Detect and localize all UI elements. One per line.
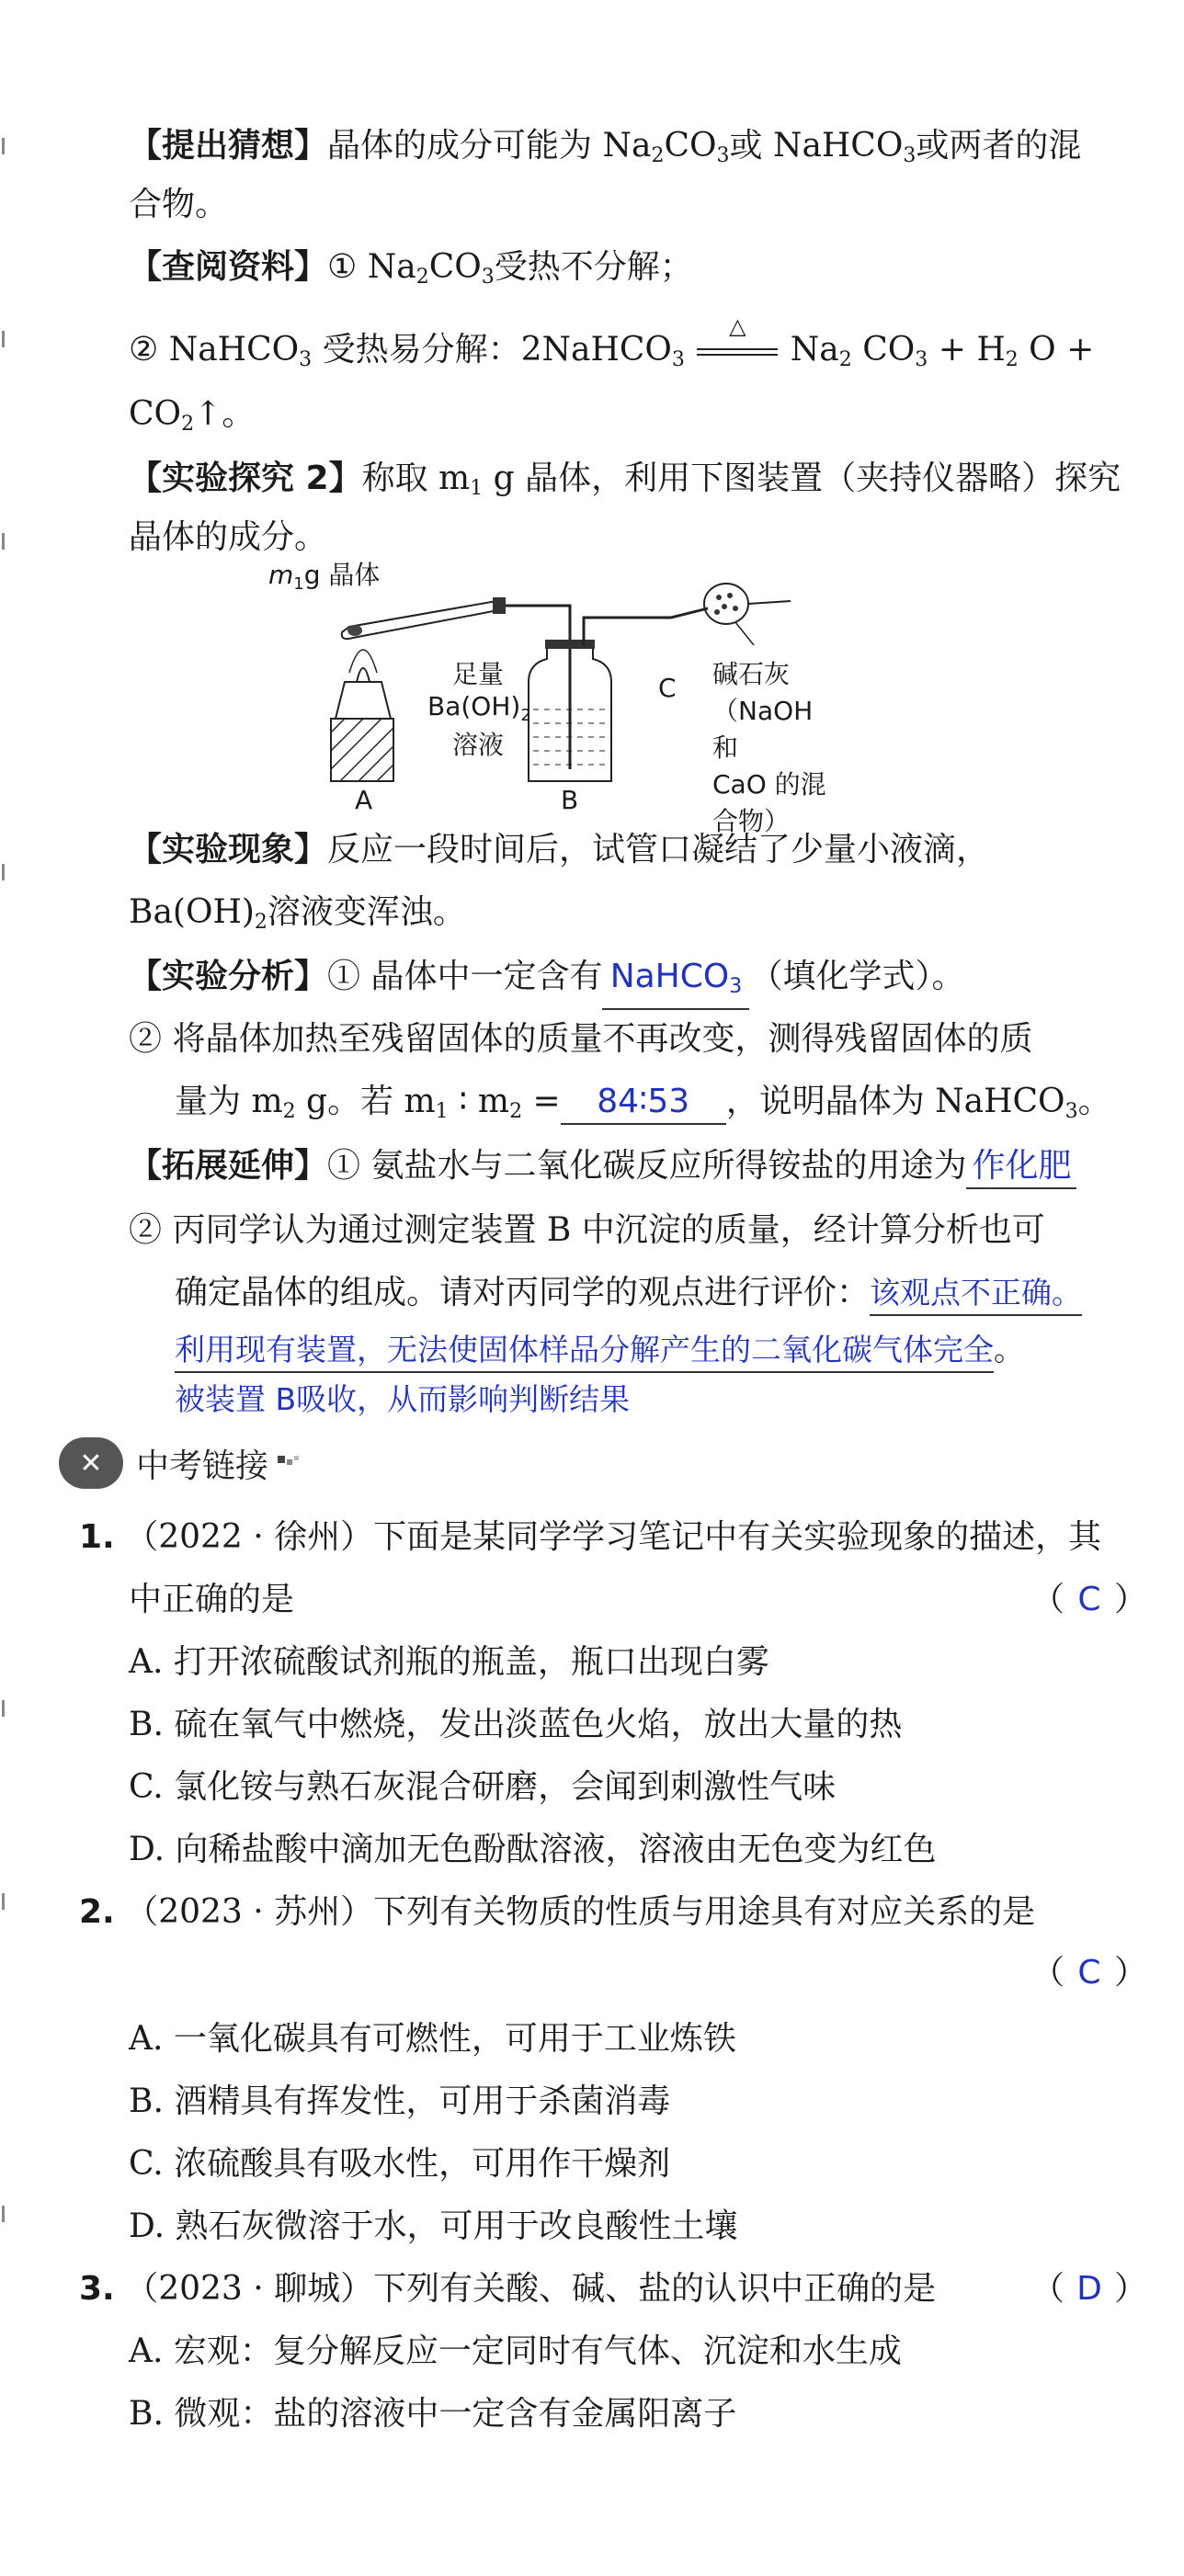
subscript: 2 [520,706,531,725]
subscript: 2 [254,911,268,934]
q1-stem-1 [79,1516,1101,1559]
explore-line-2 [129,516,327,559]
margin-mark [2,138,14,154]
hypothesis-tag: 【提出猜想】 [129,127,328,165]
text: ① 氨盐水与二氧化碳反应所得铵盐的用途为 [327,1147,967,1185]
text: ，说明晶体为 NaHCO [725,1083,1065,1120]
subscript: 3 [299,348,313,371]
analysis-line-3 [175,1081,1111,1133]
text: 或 NaHCO [729,127,904,165]
text: ↑。 [194,395,256,433]
extension-line-5 [175,1379,630,1421]
label-c: C [658,673,677,703]
text: （2023 · 苏州）下列有关物质的性质与用途具有对应关系的是 [125,1893,1036,1931]
text: ② 丙同学认为通过测定装置 B 中沉淀的质量，经计算分析也可 [129,1211,1045,1249]
text: CO [664,127,717,165]
text: 晶体的成分。 [129,518,328,556]
text: Ba(OH) [427,691,521,721]
text: 。 [994,1332,1024,1367]
subscript: 3 [915,348,928,371]
phenomenon-tag: 【实验现象】 [129,831,328,868]
answer-blank-formula[interactable] [602,956,749,1010]
text: 确定晶体的组成。请对丙同学的观点进行评价： [175,1274,871,1311]
analysis-tag: 【实验分析】 [129,958,328,995]
q3-option-b [129,2393,736,2435]
answer-blank-ratio[interactable]: 84∶53 [561,1081,726,1125]
reference-line-2 [129,313,1095,381]
text: D. 熟石灰微溶于水，可用于改良酸性土壤 [129,2207,738,2245]
text: A. 一氧化碳具有可燃性，可用于工业炼铁 [129,2020,736,2058]
text: 或两者的混 [916,127,1082,165]
analysis-line-2 [129,1018,1032,1061]
subscript: 3 [903,144,916,167]
text: ② 将晶体加热至残留固体的质量不再改变，测得残留固体的质 [129,1020,1033,1058]
apparatus-diagram [268,560,846,836]
text: C. 氯化铵与熟石灰混合研磨，会闻到刺激性气味 [129,1768,837,1806]
reference-tag: 【查阅资料】 [129,248,328,286]
subscript: 3 [716,144,730,167]
phenomenon-line-1 [129,829,989,871]
text: 反应一段时间后，试管口凝结了少量小液滴， [327,831,990,868]
text: Ba(OH) [129,893,255,931]
subscript: 2 [1005,348,1019,371]
text: + H [928,331,1006,369]
text: 受热易分解：2NaHCO [312,331,672,369]
margin-mark [2,533,14,550]
answer-blank-use[interactable]: 作化肥 [966,1145,1076,1189]
burner-block [331,719,393,781]
text: g 晶体 [303,560,381,590]
q2-answer-bracket[interactable]: （ C ） [1031,1952,1147,1994]
q2-stem-1 [79,1891,1035,1934]
text: 称取 m [361,460,471,497]
text: A. 打开浓硫酸试剂瓶的瓶盖，瓶口出现白雾 [129,1643,769,1681]
text: = [522,1083,561,1120]
text: CO [129,395,182,433]
text: 溶液变浑浊。 [267,893,466,931]
text: 足量 [451,659,504,689]
subscript: 2 [181,413,195,436]
q1-option-d [129,1829,936,1871]
text: ∶ m [448,1083,510,1120]
text: 溶液 [451,730,504,760]
label-b: B [561,785,579,815]
reference-line-1 [129,246,693,299]
margin-mark [2,331,14,347]
q2-answer: C [1077,1954,1101,1992]
text: （2023 · 聊城）下列有关酸、碱、盐的认识中正确的是 [125,2270,937,2308]
crystal-label [268,555,380,594]
text: 量为 m [175,1083,283,1120]
subscript: 1 [293,574,304,594]
text: O + [1018,331,1095,369]
subscript: 2 [282,1100,296,1123]
question-number: 2. [79,1893,115,1931]
phenomenon-line-2 [129,891,466,944]
answer-evaluation-continued: 利用现有装置，无法使固体样品分解产生的二氧化碳气体完全 [175,1329,994,1373]
extension-line-1 [129,1145,1076,1189]
text: D. 向稀盐酸中滴加无色酚酞溶液，溶液由无色变为红色 [129,1831,937,1868]
drying-tube [704,584,748,624]
stopper [493,597,506,614]
text: CO [851,331,916,369]
text: B. 酒精具有挥发性，可用于杀菌消毒 [129,2082,671,2120]
subscript: 2 [509,1100,523,1123]
q2-option-a [129,2018,736,2060]
q1-stem-2 [129,1579,294,1621]
answer-blank-evaluation[interactable]: 该观点不正确。 [870,1272,1082,1316]
heat-symbol: △ [729,313,746,339]
text: A. 宏观：复分解反应一定同时有气体、沉淀和水生成 [129,2332,902,2370]
hypothesis-line-2 [129,184,228,226]
flame-icon [357,668,370,682]
margin-mark [2,864,14,880]
lime-label [712,654,846,838]
q1-option-a [129,1641,769,1684]
text: 受热不分解； [494,248,693,286]
subscript: 2 [838,348,852,371]
text: B. 硫在氧气中燃烧，发出淡蓝色火焰，放出大量的热 [129,1706,903,1743]
alcohol-lamp [336,682,391,719]
reference-line-3 [129,393,255,446]
margin-mark [2,1893,14,1910]
subscript: 3 [481,266,495,289]
hypothesis-line-1 [129,125,1081,177]
subscript: 1 [470,477,484,500]
margin-mark [2,1700,14,1717]
q3-answer: D [1076,2270,1102,2308]
q1-answer: C [1077,1581,1101,1618]
text: 中正确的是 [129,1581,295,1618]
subscript: 2 [651,144,665,167]
outlet-tube [584,608,708,645]
test-tube [342,601,498,639]
text: CaO 的混合物） [712,769,826,836]
text: B. 微观：盐的溶液中一定含有金属阳离子 [129,2395,737,2433]
label-a: A [355,785,373,815]
text: 合物。 [129,186,229,223]
extension-line-2 [129,1209,1045,1252]
analysis-line-1 [129,956,964,1010]
q1-option-b [129,1704,902,1746]
explore-line-1 [129,458,1121,510]
text: NaHCO [609,958,730,995]
question-number: 3. [79,2270,115,2308]
q2-option-d [129,2206,737,2248]
question-number: 1. [79,1518,115,1556]
text: （填化学式）。 [749,958,965,995]
subscript: 3 [729,975,743,998]
explore-tag: 【实验探究 2】 [129,460,362,497]
subscript: 3 [1064,1100,1078,1123]
q3-answer-bracket[interactable]: （ D ） [1031,2268,1147,2310]
extension-line-3 [175,1272,1082,1316]
dots-icon [276,1454,303,1472]
text: （2022 · 徐州）下面是某同学学习笔记中有关实验现象的描述，其 [125,1518,1102,1556]
subscript: 1 [435,1100,449,1123]
text: 碱石灰（NaOH 和 [712,659,814,763]
extension-line-4 [175,1329,1024,1373]
margin-mark [2,2206,14,2222]
text: m [268,560,294,590]
subscript: 2 [416,266,429,289]
crystal-sample [347,625,362,636]
banner-title: 中考链接 [136,1447,269,1485]
text: 晶体的成分可能为 Na [327,127,652,165]
text: ② NaHCO [129,331,300,369]
q2-option-c [129,2143,670,2185]
text: ① 晶体中一定含有 [327,958,603,995]
subscript: 3 [671,348,685,371]
q3-stem-1 [79,2268,936,2310]
text: Na [780,331,839,369]
cross-icon: ✕ [59,1437,123,1489]
q2-option-b [129,2081,670,2123]
q3-option-a [129,2331,902,2373]
section-banner [59,1434,303,1492]
text: CO [428,248,482,286]
text: 。 [1077,1083,1111,1120]
answer-evaluation-end: 被装置 B吸收，从而影响判断结果 [175,1381,631,1417]
text: g 晶体，利用下图装置（夹持仪器略）探究 [483,460,1121,497]
extension-tag: 【拓展延伸】 [129,1147,328,1185]
reagent-label [427,654,529,762]
q1-answer-bracket[interactable]: （ C ） [1031,1579,1147,1621]
text: g。若 m [295,1083,436,1120]
text: ① Na [327,248,416,286]
q1-option-c [129,1766,836,1809]
text: C. 浓硫酸具有吸水性，可用作干燥剂 [129,2145,671,2183]
heat-arrow [695,313,780,371]
